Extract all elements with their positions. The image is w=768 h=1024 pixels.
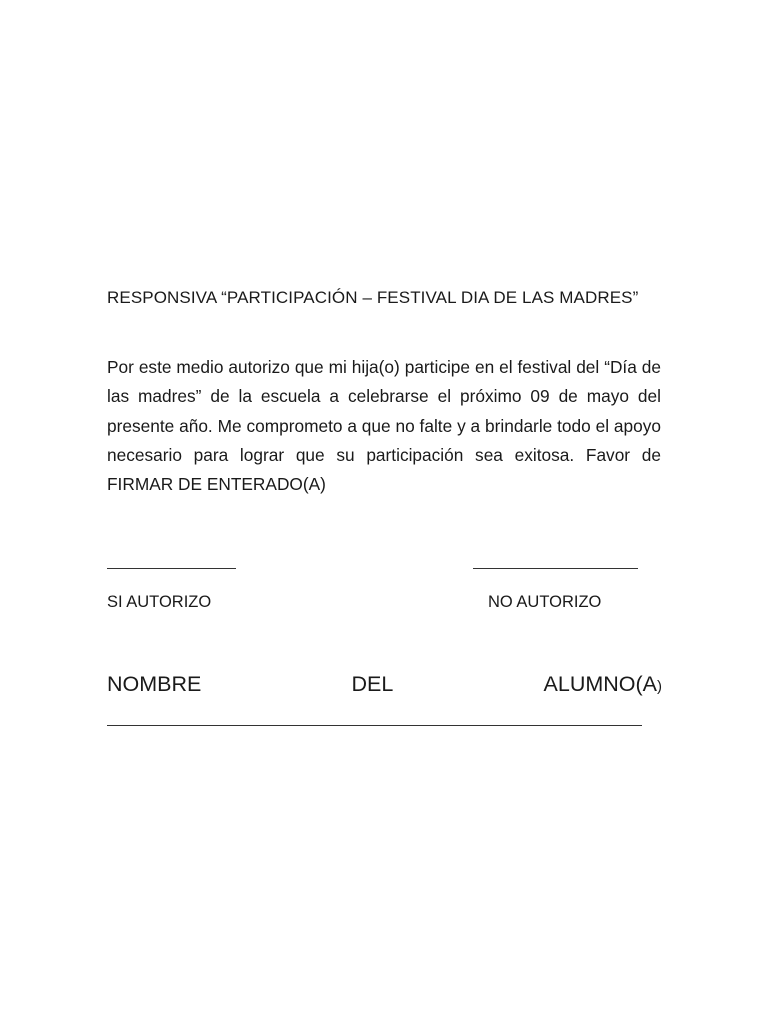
student-name-closing-paren: ) <box>657 678 662 695</box>
authorization-paragraph: Por este medio autorizo que mi hija(o) participe en el festival del “Día de las madres” de la escuela a celebrarse el próximo 09 de mayo del presente año. Me comprometo a que no falte y a brindarle todo el apoyo necesario para lograr que su participación sea exitosa. Favor de FIRMAR DE ENTERADO(A) <box>107 357 661 495</box>
student-name-word-del: DEL <box>351 672 394 696</box>
student-name-label <box>107 672 662 697</box>
si-autorizo-label: SI AUTORIZO <box>107 593 212 611</box>
student-name-word-nombre: NOMBRE <box>107 672 202 696</box>
si-autorizo-signature-line <box>107 568 236 569</box>
no-autorizo-label: NO AUTORIZO <box>488 593 602 611</box>
student-name-word-alumno-text: ALUMNO(A <box>543 672 657 696</box>
student-name-line <box>107 725 642 726</box>
student-name-word-alumno <box>544 672 662 697</box>
no-autorizo-signature-line <box>473 568 638 569</box>
document-title: RESPONSIVA “PARTICIPACIÓN – FESTIVAL DIA DE LAS MADRES” <box>107 288 639 307</box>
